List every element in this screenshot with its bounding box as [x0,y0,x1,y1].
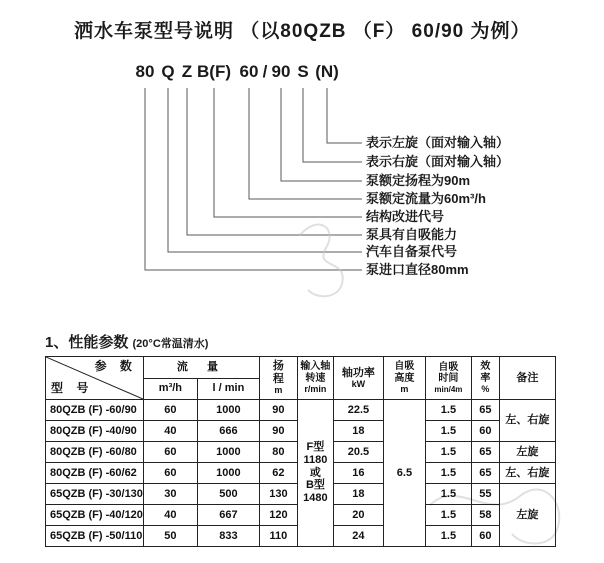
flow-lmin-cell: 833 [197,526,259,547]
flow-lmin-cell: 1000 [197,442,259,463]
header-flow: 流 量 [143,357,259,379]
flow-m3h-cell: 60 [143,400,197,421]
suction-time-cell: 1.5 [425,505,471,526]
flow-m3h-cell: 40 [143,421,197,442]
head-cell: 62 [259,463,297,484]
model-code-token: (N) [315,62,339,81]
suction-time-cell: 1.5 [425,421,471,442]
page-title: 洒水车泵型号说明 （以80QZB （F） 60/90 为例） [74,21,531,42]
power-cell: 18 [333,421,383,442]
model-code-token: 90 [271,62,291,81]
remark-cell: 左、右旋 [499,463,555,484]
efficiency-cell: 65 [471,400,499,421]
model-code-token: 60 [239,62,259,81]
header-efficiency: 效 率 % [471,357,499,400]
performance-table [45,356,556,547]
head-cell: 80 [259,442,297,463]
power-cell: 20 [333,505,383,526]
efficiency-cell: 60 [471,421,499,442]
model-cell: 65QZB (F) -30/130 [46,484,144,505]
section-heading [45,331,208,352]
code-label-self-priming: 泵具有自吸能力 [366,227,458,242]
table-row [46,400,556,421]
model-cell: 65QZB (F) -40/120 [46,505,144,526]
code-label-structure: 结构改进代号 [366,209,445,224]
flow-m3h-cell: 40 [143,505,197,526]
power-cell: 20.5 [333,442,383,463]
flow-m3h-cell: 50 [143,526,197,547]
flow-lmin-cell: 667 [197,505,259,526]
code-label-right-rotation: 表示右旋（面对输入轴） [366,154,510,169]
suction-time-cell: 1.5 [425,442,471,463]
flow-lmin-cell: 1000 [197,463,259,484]
speed-cell: F型 1180 或 B型 1480 [297,400,333,547]
remark-cell: 左旋 [499,484,555,547]
head-cell: 90 [259,400,297,421]
efficiency-cell: 55 [471,484,499,505]
efficiency-cell: 65 [471,463,499,484]
head-cell: 110 [259,526,297,547]
header-flow-lmin: l / min [197,378,259,400]
remark-cell: 左、右旋 [499,400,555,442]
flow-m3h-cell: 60 [143,442,197,463]
head-cell: 120 [259,505,297,526]
header-suction-time: 自吸 时间 min/4m [425,357,471,400]
suction-time-cell: 1.5 [425,400,471,421]
power-cell: 24 [333,526,383,547]
efficiency-cell: 60 [471,526,499,547]
power-cell: 22.5 [333,400,383,421]
flow-lmin-cell: 1000 [197,400,259,421]
section-title: 1、性能参数 [45,334,129,351]
model-code-token: Q [161,62,175,81]
model-cell: 80QZB (F) -60/90 [46,400,144,421]
model-code-token: 80 [135,62,155,81]
suction-height-cell: 6.5 [383,400,425,547]
header-speed: 输入轴 转速 r/min [297,357,333,400]
head-cell: 130 [259,484,297,505]
power-cell: 16 [333,463,383,484]
efficiency-cell: 58 [471,505,499,526]
flow-m3h-cell: 60 [143,463,197,484]
section-note: (20°C常温清水) [132,338,209,350]
header-param-model [46,357,144,400]
header-power: 轴功率 kW [333,357,383,400]
code-label-inlet-diameter: 泵进口直径80mm [366,262,469,277]
flow-lmin-cell: 666 [197,421,259,442]
header-head: 扬 程 m [259,357,297,400]
efficiency-cell: 65 [471,442,499,463]
header-remark: 备注 [499,357,555,400]
flow-m3h-cell: 30 [143,484,197,505]
power-cell: 18 [333,484,383,505]
code-label-rated-head: 泵额定扬程为90m [366,173,471,188]
header-param: 参 数 [94,359,137,373]
code-label-rated-flow: 泵额定流量为60m³/h [366,191,486,206]
suction-time-cell: 1.5 [425,484,471,505]
model-cell: 80QZB (F) -60/80 [46,442,144,463]
code-label-left-rotation: 表示左旋（面对输入轴） [366,135,510,150]
model-cell: 80QZB (F) -40/90 [46,421,144,442]
model-code-token: Z [181,62,193,81]
head-cell: 90 [259,421,297,442]
header-suction-height: 自吸 高度 m [383,357,425,400]
header-flow-m3h: m³/h [143,378,197,400]
model-cell: 65QZB (F) -50/110 [46,526,144,547]
model-code-token: / [262,62,268,81]
remark-cell: 左旋 [499,442,555,463]
flow-lmin-cell: 500 [197,484,259,505]
model-code-token: S [297,62,309,81]
model-cell: 80QZB (F) -60/62 [46,463,144,484]
suction-time-cell: 1.5 [425,463,471,484]
code-label-vehicle-pump: 汽车自备泵代号 [366,244,458,259]
model-code-token: B(F) [197,62,231,81]
suction-time-cell: 1.5 [425,526,471,547]
header-model: 型 号 [51,381,94,396]
